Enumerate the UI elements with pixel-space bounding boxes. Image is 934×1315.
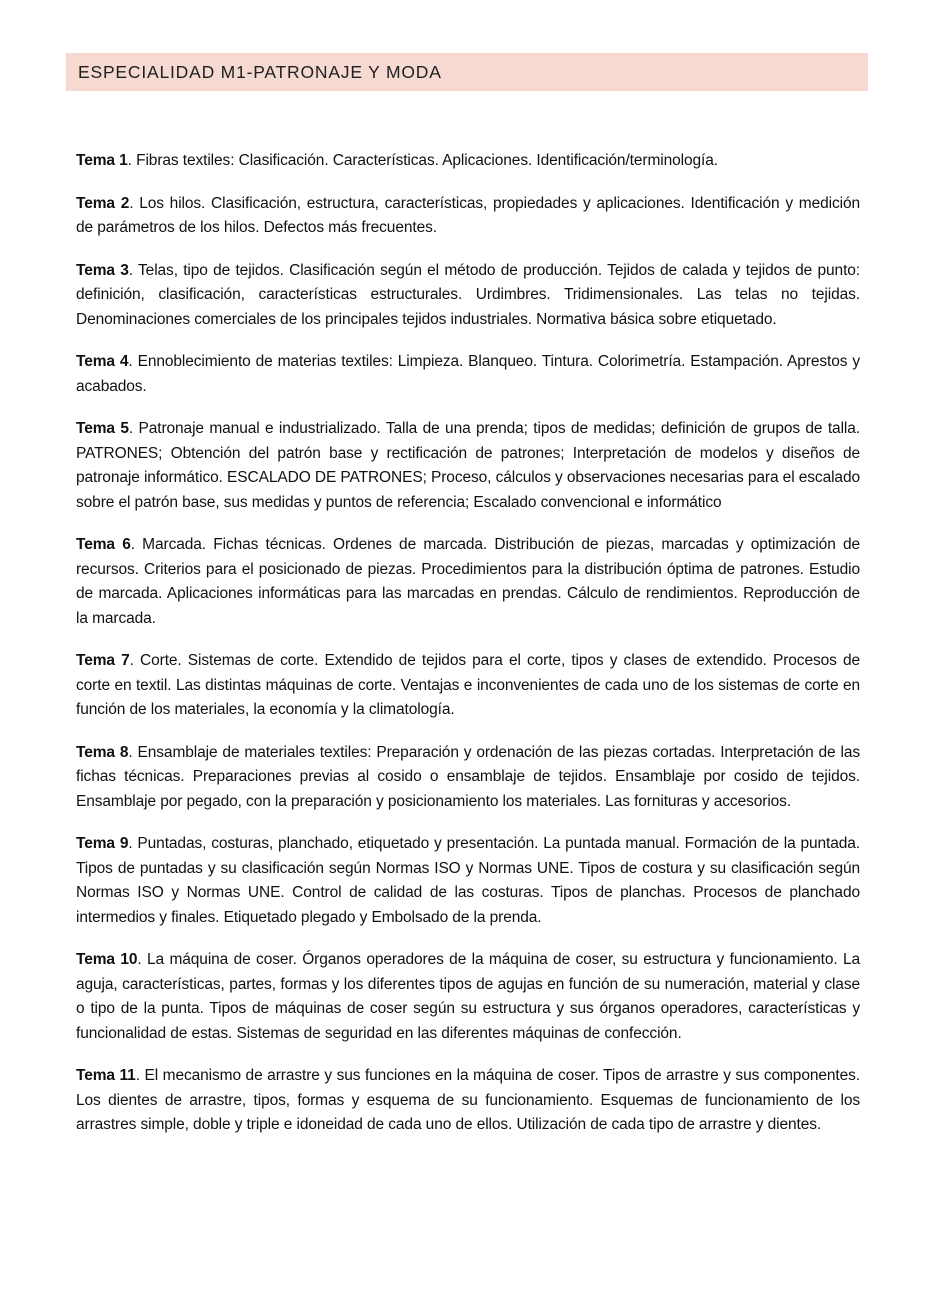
topic-text: . Ensamblaje de materiales textiles: Preparación y ordenación de las piezas cortadas. Interpretación de las fichas técnicas. Preparaciones previas al cosido o ensamblaje de tejidos. Ensamblaje por cosido de tejidos. Ensamblaje por pegado, con la preparación y posicionamiento los materiales. Las fornituras y accesorios. [76, 743, 860, 810]
topic-text: . Patronaje manual e industrializado. Talla de una prenda; tipos de medidas; definición de grupos de talla. PATRONES; Obtención del patrón base y rectificación de patrones; Interpretación de modelos y diseños de patronaje informático. ESCALADO DE PATRONES; Proceso, cálculos y observaciones necesarias para el escalado sobre el patrón base, sus medidas y puntos de referencia; Escalado convencional e informático [76, 420, 860, 511]
topic-tema-9 [76, 832, 860, 930]
topic-tema-10 [76, 948, 860, 1046]
topic-label: Tema 11 [76, 1067, 136, 1084]
topic-tema-8 [76, 741, 860, 815]
topic-label: Tema 5 [76, 420, 129, 437]
topic-tema-7 [76, 649, 860, 723]
topic-text: . La máquina de coser. Órganos operadores de la máquina de coser, su estructura y funcionamiento. La aguja, características, partes, formas y los diferentes tipos de agujas en función de su numeración, material y clase o tipo de la punta. Tipos de máquinas de coser según su estructura y sus órganos operadores, características y funcionalidad de estas. Sistemas de seguridad en las diferentes máquinas de confección. [76, 951, 860, 1042]
topic-tema-11 [76, 1064, 860, 1138]
topic-tema-3 [76, 259, 860, 333]
topic-label: Tema 10 [76, 951, 138, 968]
topic-label: Tema 6 [76, 536, 131, 553]
topic-text: . Los hilos. Clasificación, estructura, características, propiedades y aplicaciones. Identificación y medición de parámetros de los hilos. Defectos más frecuentes. [76, 194, 860, 236]
topic-text: . Ennoblecimiento de materias textiles: Limpieza. Blanqueo. Tintura. Colorimetría. Estampación. Aprestos y acabados. [76, 353, 860, 395]
topic-text: . El mecanismo de arrastre y sus funciones en la máquina de coser. Tipos de arrastre y sus componentes. Los dientes de arrastre, tipos, formas y esquema de su funcionamiento. Esquemas de funcionamiento de los arrastres simple, doble y triple e idoneidad de cada uno de ellos. Utilización de cada tipo de arrastre y dientes. [76, 1067, 860, 1133]
topic-label: Tema 3 [76, 261, 129, 279]
topic-text: . Puntadas, costuras, planchado, etiquetado y presentación. La puntada manual. Formación de la puntada. Tipos de puntadas y su clasificación según Normas ISO y Normas UNE. Tipos de costura y su clasificación según Normas ISO y Normas UNE. Control de calidad de las costuras. Tipos de planchas. Procesos de planchado intermedios y finales. Etiquetado plegado y Embolsado de la prenda. [76, 835, 861, 926]
topic-tema-6 [76, 533, 860, 631]
topic-text: . Marcada. Fichas técnicas. Ordenes de marcada. Distribución de piezas, marcadas y optimización de recursos. Criterios para el posicionado de piezas. Procedimientos para la distribución óptima de patrones. Estudio de marcada. Aplicaciones informáticas para las marcadas en prendas. Cálculo de rendimientos. Reproducción de la marcada. [76, 536, 860, 627]
topic-label: Tema 7 [76, 652, 130, 669]
topic-text: . Fibras textiles: Clasificación. Características. Aplicaciones. Identificación/terminología. [127, 152, 718, 169]
topic-tema-5 [76, 417, 860, 515]
topics-list [0, 91, 934, 1138]
topic-label: Tema 1 [76, 152, 128, 169]
section-title: ESPECIALIDAD M1-PATRONAJE Y MODA [78, 61, 442, 82]
topic-label: Tema 9 [76, 835, 129, 852]
section-header-bar [66, 53, 868, 91]
topic-text: . Corte. Sistemas de corte. Extendido de tejidos para el corte, tipos y clases de extendido. Procesos de corte en textil. Las distintas máquinas de corte. Ventajas e inconvenientes de cada uno de los sistemas de corte en función de los materiales, la economía y la climatología. [76, 652, 860, 718]
topic-label: Tema 4 [76, 353, 129, 370]
document-page [0, 53, 934, 1315]
topic-label: Tema 2 [76, 194, 130, 212]
topic-tema-2 [76, 192, 860, 241]
topic-tema-1 [76, 149, 860, 174]
topic-label: Tema 8 [76, 743, 129, 761]
topic-text: . Telas, tipo de tejidos. Clasificación según el método de producción. Tejidos de calada y tejidos de punto: definición, clasificación, características estructurales. Urdimbres. Tridimensionales. Las telas no tejidas. Denominaciones comerciales de los principales tejidos industriales. Normativa básica sobre etiquetado. [76, 261, 860, 328]
topic-tema-4 [76, 350, 860, 399]
